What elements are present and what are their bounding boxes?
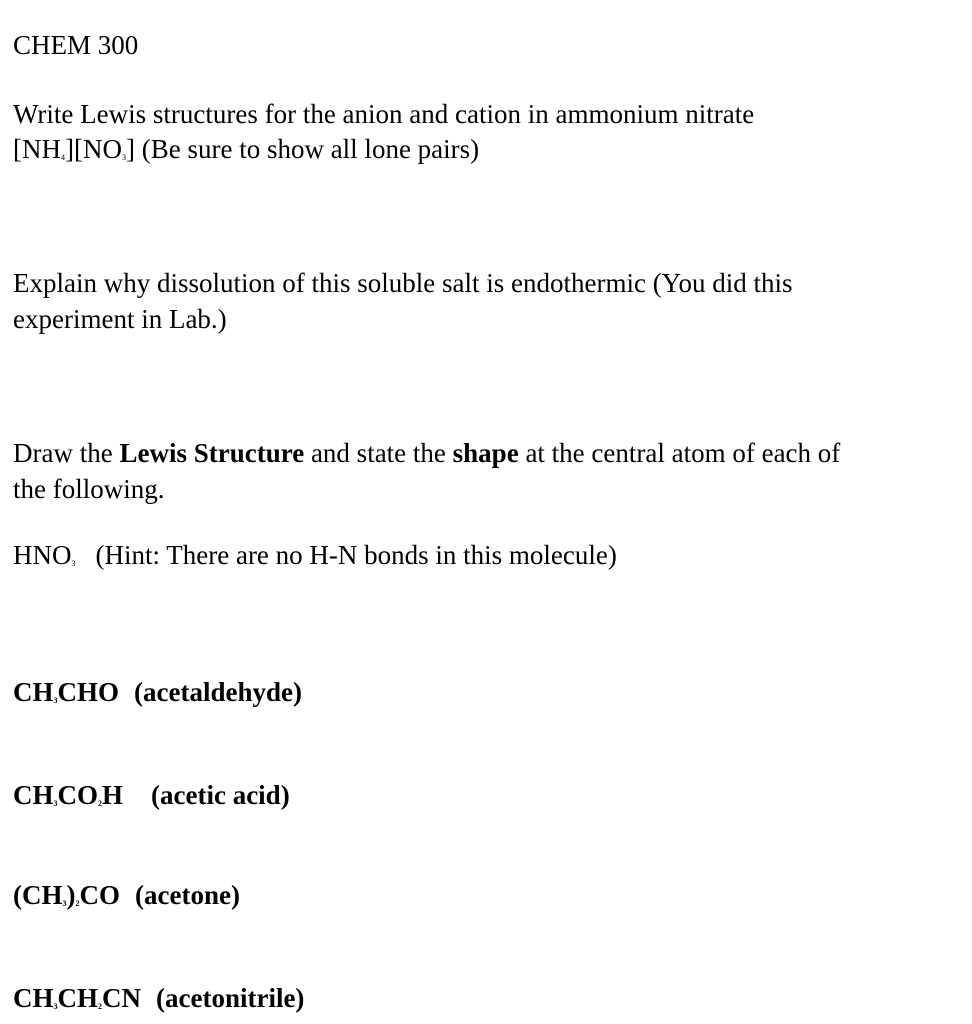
q1-line1: Write Lewis structures for the anion and cation in ammonium nitrate: [13, 99, 755, 129]
q1-line2: $[NH_4][NO_3]$ (Be sure to show all lone pairs): [13, 134, 480, 164]
molecule-acetonitrile: $CH_3CH_2CN$ (acetonitrile): [13, 983, 305, 1013]
molecule-acetaldehyde: $CH_3CHO$ (acetaldehyde): [13, 677, 302, 707]
subscript: 2: [98, 799, 102, 808]
subscript: 2: [98, 1002, 102, 1011]
subscript: 3: [71, 559, 76, 568]
subscript: 3: [62, 899, 67, 908]
subscript: 3: [121, 153, 126, 162]
q3-line1: Draw the Lewis Structure and state the shape at the central atom of each of: [13, 438, 841, 468]
course-title: CHEM 300: [13, 30, 139, 60]
subscript: 3: [53, 1002, 58, 1011]
q2-line1: Explain why dissolution of this soluble salt is endothermic (You did this: [13, 268, 793, 298]
molecule-hno3: $HNO_3$ (Hint: There are no H-N bonds in this molecule): [13, 540, 617, 570]
molecule-acetic-acid: $CH_3CO_2H$ (acetic acid): [13, 780, 290, 810]
subscript: 4: [61, 153, 65, 162]
subscript: 3: [53, 799, 58, 808]
q3-line2: the following.: [13, 474, 165, 504]
q2-line2: experiment in Lab.): [13, 304, 227, 334]
molecule-acetone: $(CH_3)_2CO$ (acetone): [13, 880, 240, 910]
subscript: 3: [53, 696, 58, 705]
subscript: 2: [75, 899, 80, 908]
